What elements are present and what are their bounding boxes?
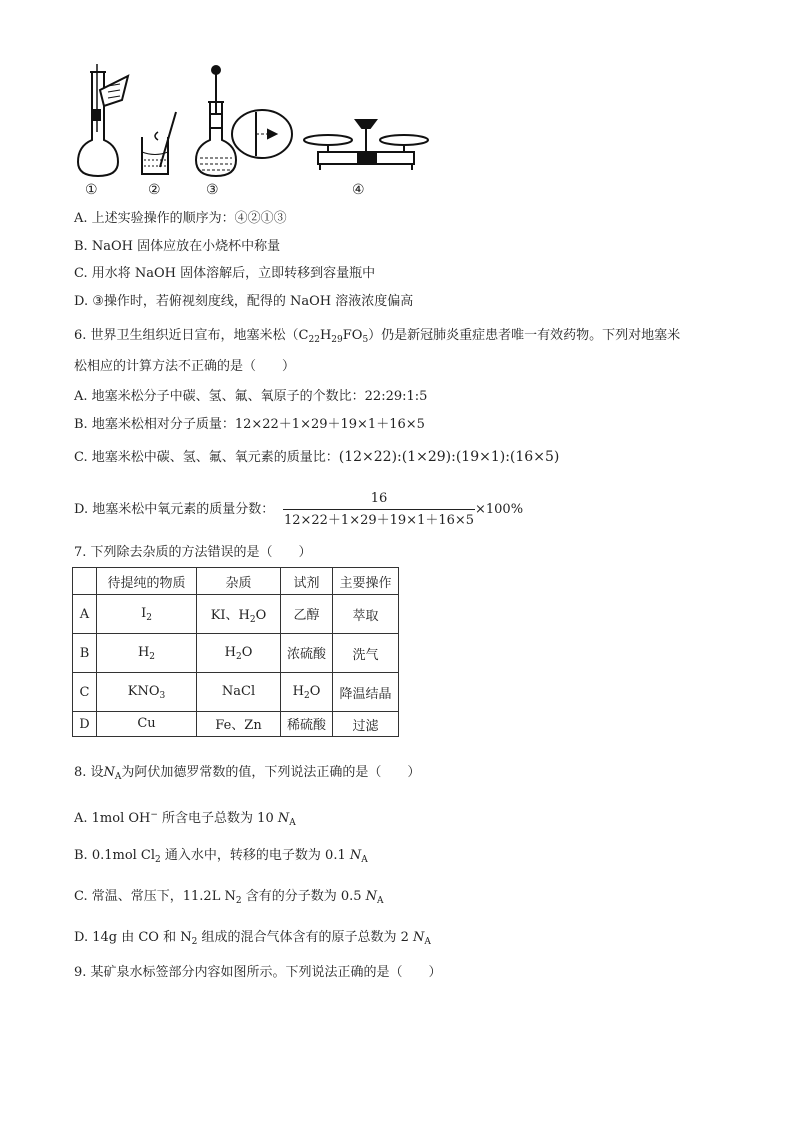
q6-option-d: D. 地塞米松中氧元素的质量分数： <box>74 502 275 517</box>
q7-table <box>72 567 399 737</box>
header-cell: 试剂 <box>281 568 333 595</box>
q6-formula: $C_{22}H_{29}FO_5$ <box>298 328 369 345</box>
q8-option-c: C. 常温、常压下，11.2L $N_2$ 含有的分子数为 0.5 $N_A$ <box>74 889 384 906</box>
table-row <box>73 634 399 673</box>
q8-option-d: D. 14g 由 CO 和 $N_2$ 组成的混合气体含有的原子总数为 2 $N_A$ <box>74 930 431 947</box>
row-id: D <box>73 712 97 737</box>
q5-option-b: B. NaOH 固体应放在小烧杯中称量 <box>74 239 281 254</box>
figure-label-2: ② <box>148 182 161 198</box>
table-row <box>73 595 399 634</box>
substance-cell: $KNO_3$ <box>97 673 197 712</box>
header-cell <box>73 568 97 595</box>
apparatus-figure <box>70 62 440 202</box>
q5-option-d: D. ③操作时，若俯视刻度线，配得的 NaOH 溶液浓度偏高 <box>74 294 414 309</box>
impurity-cell: $H_2O$ <box>197 634 281 673</box>
apparatus-drawing <box>70 62 440 202</box>
figure-label-3: ③ <box>206 182 219 198</box>
q6-stem: 6. 世界卫生组织近日宣布，地塞米松$(C_{22}H_{29}FO_5)$仍是新冠肺炎重症患者唯一有效药物。下列对地塞米 <box>74 328 681 345</box>
reagent-cell: 浓硫酸 <box>281 634 333 673</box>
header-cell: 主要操作 <box>333 568 399 595</box>
q5-option-a: A. 上述实验操作的顺序为：④②①③ <box>74 211 287 226</box>
q6-percent: ×100% <box>475 502 524 517</box>
reagent-cell: $H_2O$ <box>281 673 333 712</box>
figure-label-1: ① <box>85 182 98 198</box>
substance-cell: $H_2$ <box>97 634 197 673</box>
row-id: A <box>73 595 97 634</box>
operation-cell: 洗气 <box>333 634 399 673</box>
impurity-cell: NaCl <box>197 673 281 712</box>
reagent-cell: 稀硫酸 <box>281 712 333 737</box>
impurity-cell: Fe、Zn <box>197 712 281 737</box>
q8-option-a: A. 1mol OH− 所含电子总数为 10 $N_A$ <box>74 810 296 828</box>
operation-cell: 降温结晶 <box>333 673 399 712</box>
operation-cell: 过滤 <box>333 712 399 737</box>
row-id: B <box>73 634 97 673</box>
table-header-row <box>73 568 399 595</box>
q6-fraction <box>283 490 475 530</box>
figure-label-4: ④ <box>352 182 365 198</box>
q9-stem: 9. 某矿泉水标签部分内容如图所示。下列说法正确的是（ ） <box>74 965 442 980</box>
fraction-bar <box>283 509 475 510</box>
operation-cell: 萃取 <box>333 595 399 634</box>
header-cell: 杂质 <box>197 568 281 595</box>
q6-option-a: A. 地塞米松分子中碳、氢、氟、氧原子的个数比：22:29:1:5 <box>74 389 428 404</box>
fraction-denominator: 12×22＋1×29＋19×1＋16×5 <box>283 513 475 528</box>
row-id: C <box>73 673 97 712</box>
q6-stem-line2: 松相应的计算方法不正确的是（ ） <box>74 359 296 374</box>
header-cell: 待提纯的物质 <box>97 568 197 595</box>
fraction-numerator: 16 <box>370 491 388 506</box>
q8-option-b: B. 0.1mol $Cl_2$ 通入水中，转移的电子数为 0.1 $N_A$ <box>74 848 368 865</box>
q7-stem: 7. 下列除去杂质的方法错误的是（ ） <box>74 545 312 560</box>
reagent-cell: 乙醇 <box>281 595 333 634</box>
q8-stem: 8. 设$N_A$为阿伏加德罗常数的值，下列说法正确的是（ ） <box>74 765 421 782</box>
table-row <box>73 712 399 737</box>
q6-option-c: C. 地塞米松中碳、氢、氟、氧元素的质量比：(12×22):(1×29):(19×1):(16×5) <box>74 449 560 465</box>
q5-option-c: C. 用水将 NaOH 固体溶解后，立即转移到容量瓶中 <box>74 266 376 281</box>
substance-cell: Cu <box>97 712 197 737</box>
q6-mass-ratio: (12×22):(1×29):(19×1):(16×5) <box>338 449 560 465</box>
q6-option-b: B. 地塞米松相对分子质量：12×22＋1×29＋19×1＋16×5 <box>74 417 425 432</box>
impurity-cell: KI、$H_2O$ <box>197 595 281 634</box>
table-row <box>73 673 399 712</box>
substance-cell: $I_2$ <box>97 595 197 634</box>
